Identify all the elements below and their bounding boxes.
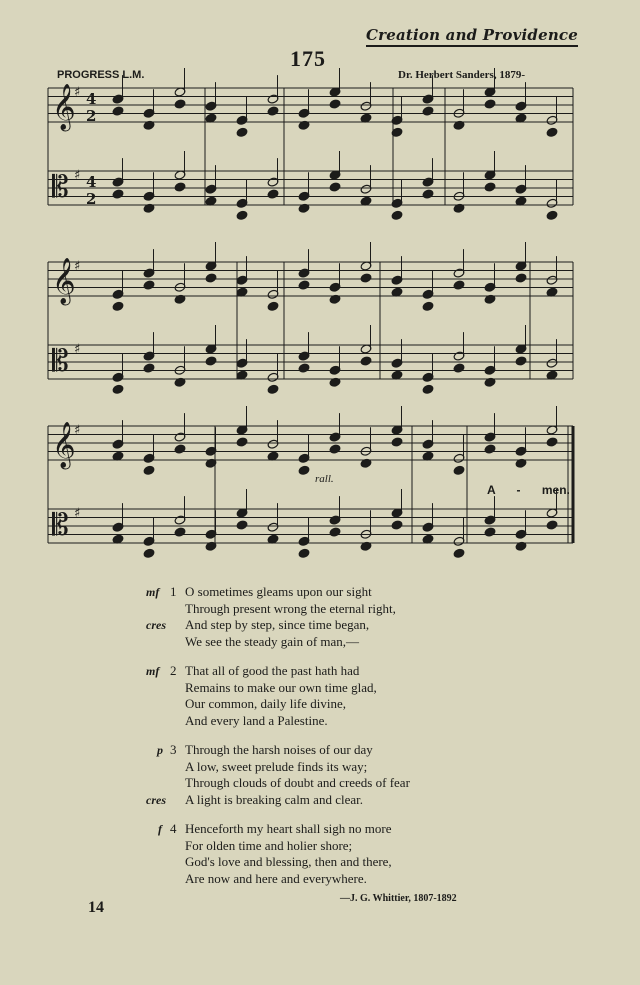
- svg-text:♯: ♯: [74, 423, 81, 438]
- svg-text:♯: ♯: [74, 168, 81, 183]
- svg-text:𝄞: 𝄞: [52, 84, 76, 130]
- verse-line: Through clouds of doubt and creeds of fear: [185, 775, 410, 790]
- verse-line: And every land a Palestine.: [185, 712, 328, 728]
- score-system: [48, 242, 573, 394]
- amen-text: A - men.: [487, 483, 570, 497]
- verse-line: A low, sweet prelude finds its way;: [185, 758, 368, 774]
- dynamic-mark: cres: [146, 618, 166, 632]
- svg-text:𝄡: 𝄡: [52, 344, 69, 379]
- verse-line: For olden time and holier shore;: [185, 837, 353, 853]
- svg-text:♯: ♯: [74, 85, 81, 100]
- svg-text:♯: ♯: [74, 259, 81, 274]
- verse-line: Henceforth my heart shall sigh no more: [185, 821, 392, 836]
- verse-line: A light is breaking calm and clear.: [185, 791, 363, 807]
- verse-1: [0, 584, 640, 650]
- dynamic-mark: mf: [146, 664, 160, 678]
- rall-marking: rall.: [315, 473, 334, 485]
- tune-name: PROGRESS L.M.: [57, 69, 145, 81]
- svg-text:𝄞: 𝄞: [52, 422, 76, 468]
- verse-line: Remains to make our own time glad,: [185, 679, 377, 695]
- verse-number: 4: [170, 821, 177, 836]
- verse-line: Are now and here and everywhere.: [185, 870, 367, 886]
- svg-text:4: 4: [86, 90, 97, 108]
- score-system: [48, 68, 573, 220]
- verse-number: 3: [170, 742, 177, 757]
- dynamic-mark: p: [157, 743, 163, 757]
- svg-text:4: 4: [86, 173, 97, 191]
- svg-text:♯: ♯: [74, 342, 81, 357]
- verse-line: God's love and blessing, then and there,: [185, 854, 392, 869]
- composer-credit: Dr. Herbert Sanders, 1879-: [398, 69, 525, 81]
- svg-text:2: 2: [86, 107, 97, 125]
- dynamic-mark: cres: [146, 792, 166, 807]
- svg-text:♯: ♯: [74, 506, 81, 521]
- verse-line: Through the harsh noises of our day: [185, 742, 373, 757]
- verses-block: [0, 584, 640, 900]
- verse-line: Through present wrong the eternal right,: [185, 600, 396, 616]
- verse-line: That all of good the past hath had: [185, 663, 360, 678]
- verse-line: And step by step, since time began,: [185, 617, 370, 632]
- svg-text:𝄡: 𝄡: [52, 170, 69, 205]
- svg-text:𝄡: 𝄡: [52, 508, 69, 543]
- verse-line: O sometimes gleams upon our sight: [185, 584, 372, 599]
- dynamic-mark: mf: [146, 585, 160, 599]
- verse-number: 2: [170, 663, 177, 678]
- verse-number: 1: [170, 584, 177, 599]
- author-attribution: —J. G. Whittier, 1807-1892: [340, 893, 457, 904]
- svg-text:𝄞: 𝄞: [52, 258, 76, 304]
- verse-line: Our common, daily life divine,: [185, 696, 347, 711]
- verse-3: [0, 742, 640, 808]
- verse-line: We see the steady gain of man,—: [185, 633, 360, 649]
- dynamic-mark: f: [158, 822, 162, 836]
- svg-text:2: 2: [86, 190, 97, 208]
- page-number: 14: [88, 899, 104, 916]
- verse-2: [0, 663, 640, 729]
- hymn-number: 175: [290, 46, 326, 71]
- verse-4: [0, 821, 640, 887]
- section-title: Creation and Providence: [366, 26, 578, 47]
